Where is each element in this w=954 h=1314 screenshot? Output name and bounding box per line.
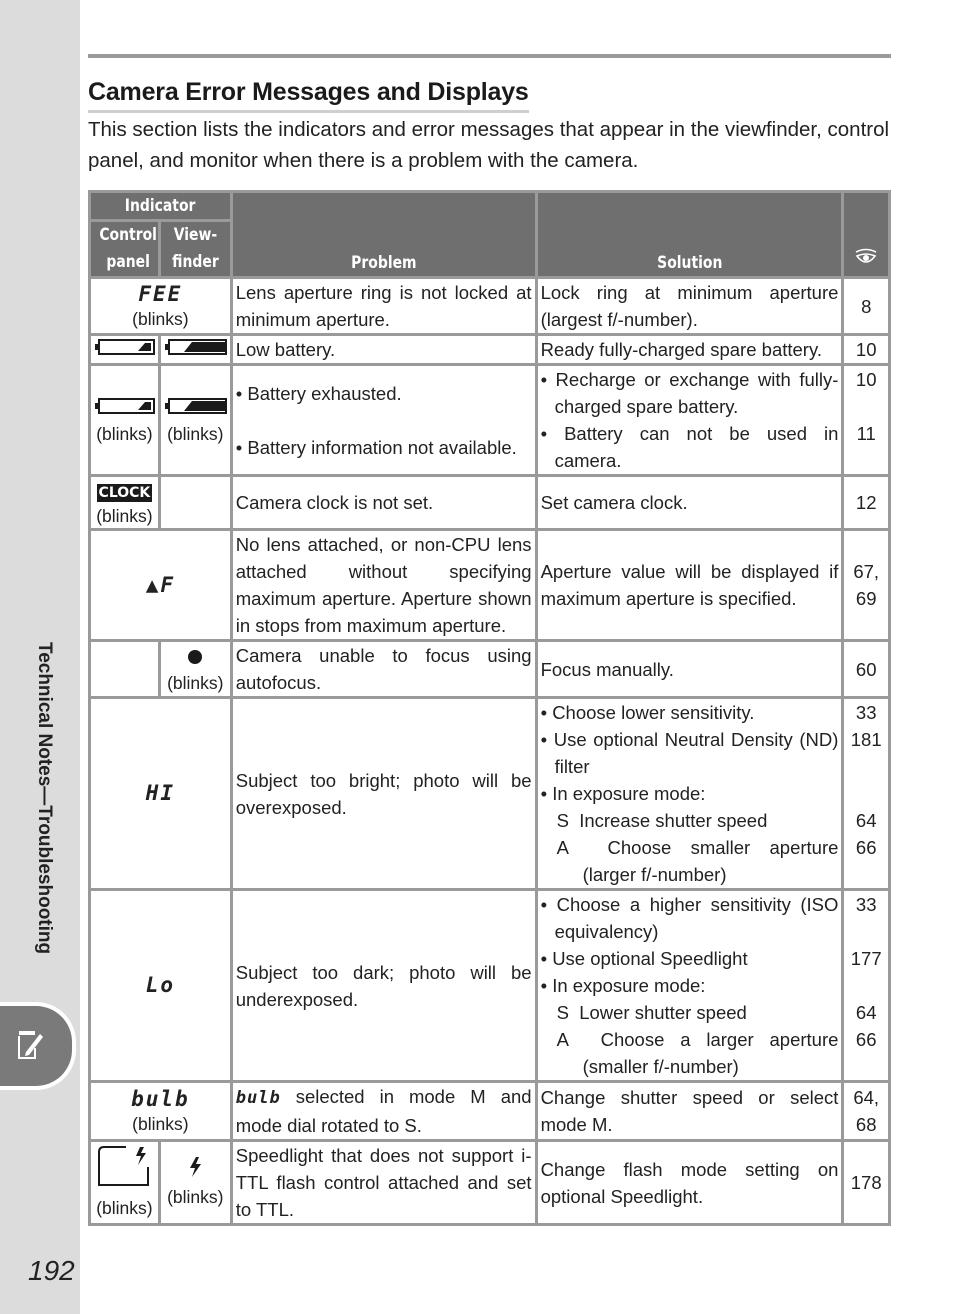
indicator-bulb: bulb — [131, 1087, 190, 1111]
page-ref: 10 — [855, 369, 877, 390]
table-row: Lo Subject too dark; photo will be underexposed. • Choose a higher sensitivity (ISO equivalency) • Use optional Speedlight • In exposure mode: S Lower shutter speed A Choose a larger aperture (smaller f/-number) 33 177 64 66 — [91, 891, 888, 1080]
blinks-label: (blinks) — [96, 423, 153, 444]
sidebar — [0, 0, 80, 1314]
solution-item: Use optional Speedlight — [552, 948, 748, 969]
problem-item: Battery information not available. — [247, 436, 517, 458]
header-reference — [844, 193, 888, 276]
table-row: (blinks) (blinks) • Battery exhausted. • Battery information not available. • Recharge or exchange with fully-charged spare battery. • Battery can not be used in camera. 10 11 — [91, 366, 888, 474]
table-row — [91, 279, 888, 333]
battery-icon — [94, 338, 156, 356]
problem-cell: Lens aperture ring is not locked at minimum aperture. — [233, 279, 535, 333]
solution-item: Choose smaller aperture (larger f/-number) — [582, 837, 839, 885]
solution-item: Recharge or exchange with fully-charged spare battery. — [554, 369, 839, 417]
page-ref: 67, 69 — [844, 531, 888, 639]
page-ref: 66 — [855, 1029, 877, 1050]
clock-indicator: CLOCK — [98, 485, 151, 501]
header-solution: Solution — [538, 193, 842, 276]
mode-letter: S — [556, 810, 569, 831]
page-ref: 177 — [850, 948, 882, 969]
solution-item: Increase shutter speed — [579, 810, 768, 831]
solution-cell: Ready fully-charged spare battery. — [538, 336, 842, 363]
problem-cell: Camera clock is not set. — [233, 477, 535, 528]
page-ref: 10 — [844, 336, 888, 363]
page-ref: 8 — [844, 279, 888, 333]
solution-cell: Change flash mode setting on optional Speedlight. — [538, 1142, 842, 1223]
problem-cell: Camera unable to focus using autofocus. — [233, 642, 535, 696]
table-row — [91, 642, 888, 696]
battery-icon — [164, 338, 228, 356]
section-tab — [0, 1002, 76, 1090]
problem-cell: Low battery. — [233, 336, 535, 363]
solution-cell: Set camera clock. — [538, 477, 842, 528]
page-number: 192 — [28, 1255, 75, 1286]
header-indicator: Indicator — [91, 193, 230, 219]
table-row: HI Subject too bright; photo will be overexposed. • Choose lower sensitivity. • Use optional Neutral Density (ND) filter • In exposure mode: S Increase shutter speed A Choose smaller aperture (larger f/-number) 33 181 64 66 — [91, 699, 888, 888]
mode-letter: A — [556, 837, 569, 858]
page-reference-icon — [854, 248, 878, 268]
indicator-hi: HI — [145, 781, 176, 805]
table-row — [91, 531, 888, 639]
blinks-label: (blinks) — [167, 1187, 224, 1207]
flash-bolt-icon — [96, 1145, 152, 1189]
solution-cell: Lock ring at minimum aperture (largest f/-number). — [538, 279, 842, 333]
solution-item: Choose a higher sensitivity (ISO equivalency) — [554, 894, 839, 942]
header-viewfinder: View-finder — [161, 222, 230, 276]
solution-item: Battery can not be used in camera. — [554, 423, 839, 471]
section-title: Technical Notes—Troubleshooting — [34, 642, 55, 955]
table-row — [91, 336, 888, 363]
table-row — [91, 1142, 888, 1223]
pencil-tab-icon — [16, 1028, 46, 1062]
page-ref: 33 — [855, 894, 877, 915]
table-row — [91, 477, 888, 528]
battery-icon — [94, 397, 156, 415]
solution-cell: Focus manually. — [538, 642, 842, 696]
page-ref: 64, 68 — [844, 1083, 888, 1139]
intro-paragraph: This section lists the indicators and error messages that appear in the viewfinder, control panel, and monitor when there is a problem with the camera. — [88, 118, 890, 172]
header-control-panel: Control panel — [91, 222, 158, 276]
problem-item: Battery exhausted. — [247, 382, 402, 404]
problem-cell: Subject too bright; photo will be overexposed. — [233, 699, 535, 888]
blinks-label: (blinks) — [167, 423, 224, 444]
solution-item: Choose lower sensitivity. — [552, 702, 755, 723]
blinks-label: (blinks) — [96, 506, 153, 526]
blinks-label: (blinks) — [132, 1114, 189, 1134]
indicator-lo: Lo — [145, 973, 176, 997]
page-heading: Camera Error Messages and Displays — [88, 78, 529, 113]
solution-item: In exposure mode: — [552, 783, 706, 804]
page-ref: 178 — [844, 1142, 888, 1223]
page-ref: 60 — [844, 642, 888, 696]
solution-item: Lower shutter speed — [579, 1002, 747, 1023]
blinks-label: (blinks) — [96, 1198, 153, 1218]
solution-cell: Aperture value will be displayed if maximum aperture is specified. — [538, 531, 842, 639]
focus-indicator-icon — [188, 650, 202, 664]
delta-icon: ▲ — [145, 572, 161, 597]
page-ref: 66 — [855, 837, 877, 858]
page-ref: 181 — [850, 729, 882, 750]
page-ref: 64 — [855, 1002, 877, 1023]
battery-icon — [164, 397, 228, 415]
error-messages-table — [88, 190, 891, 1226]
problem-cell: Subject too dark; photo will be underexposed. — [233, 891, 535, 1080]
solution-item: Choose a larger aperture (smaller f/-number) — [582, 1029, 839, 1077]
solution-item: Use optional Neutral Density (ND) filter — [553, 729, 839, 777]
top-rule — [88, 54, 891, 58]
blinks-label: (blinks) — [167, 672, 224, 693]
blinks-label: (blinks) — [132, 309, 189, 329]
page-ref: 11 — [856, 423, 876, 444]
page-ref: 64 — [855, 810, 877, 831]
problem-cell: Speedlight that does not support i-TTL flash control attached and set to TTL. — [233, 1142, 535, 1223]
page-ref: 33 — [855, 702, 877, 723]
table-row: bulb (blinks) bulb selected in mode M and mode dial rotated to S. Change shutter speed or select mode M. 64, 68 — [91, 1083, 888, 1139]
solution-item: In exposure mode: — [552, 975, 706, 996]
mode-letter: A — [556, 1029, 569, 1050]
page-ref: 12 — [844, 477, 888, 528]
bulb-inline: bulb — [235, 1088, 281, 1108]
header-problem: Problem — [233, 193, 535, 276]
indicator-no-lens: F — [160, 572, 176, 597]
mode-letter: S — [556, 1002, 569, 1023]
indicator-fee: FEE — [138, 282, 183, 306]
flash-bolt-icon — [187, 1156, 203, 1178]
problem-cell: No lens attached, or non-CPU lens attached without specifying maximum aperture. Aperture shown in stops from maximum aperture. — [233, 531, 535, 639]
